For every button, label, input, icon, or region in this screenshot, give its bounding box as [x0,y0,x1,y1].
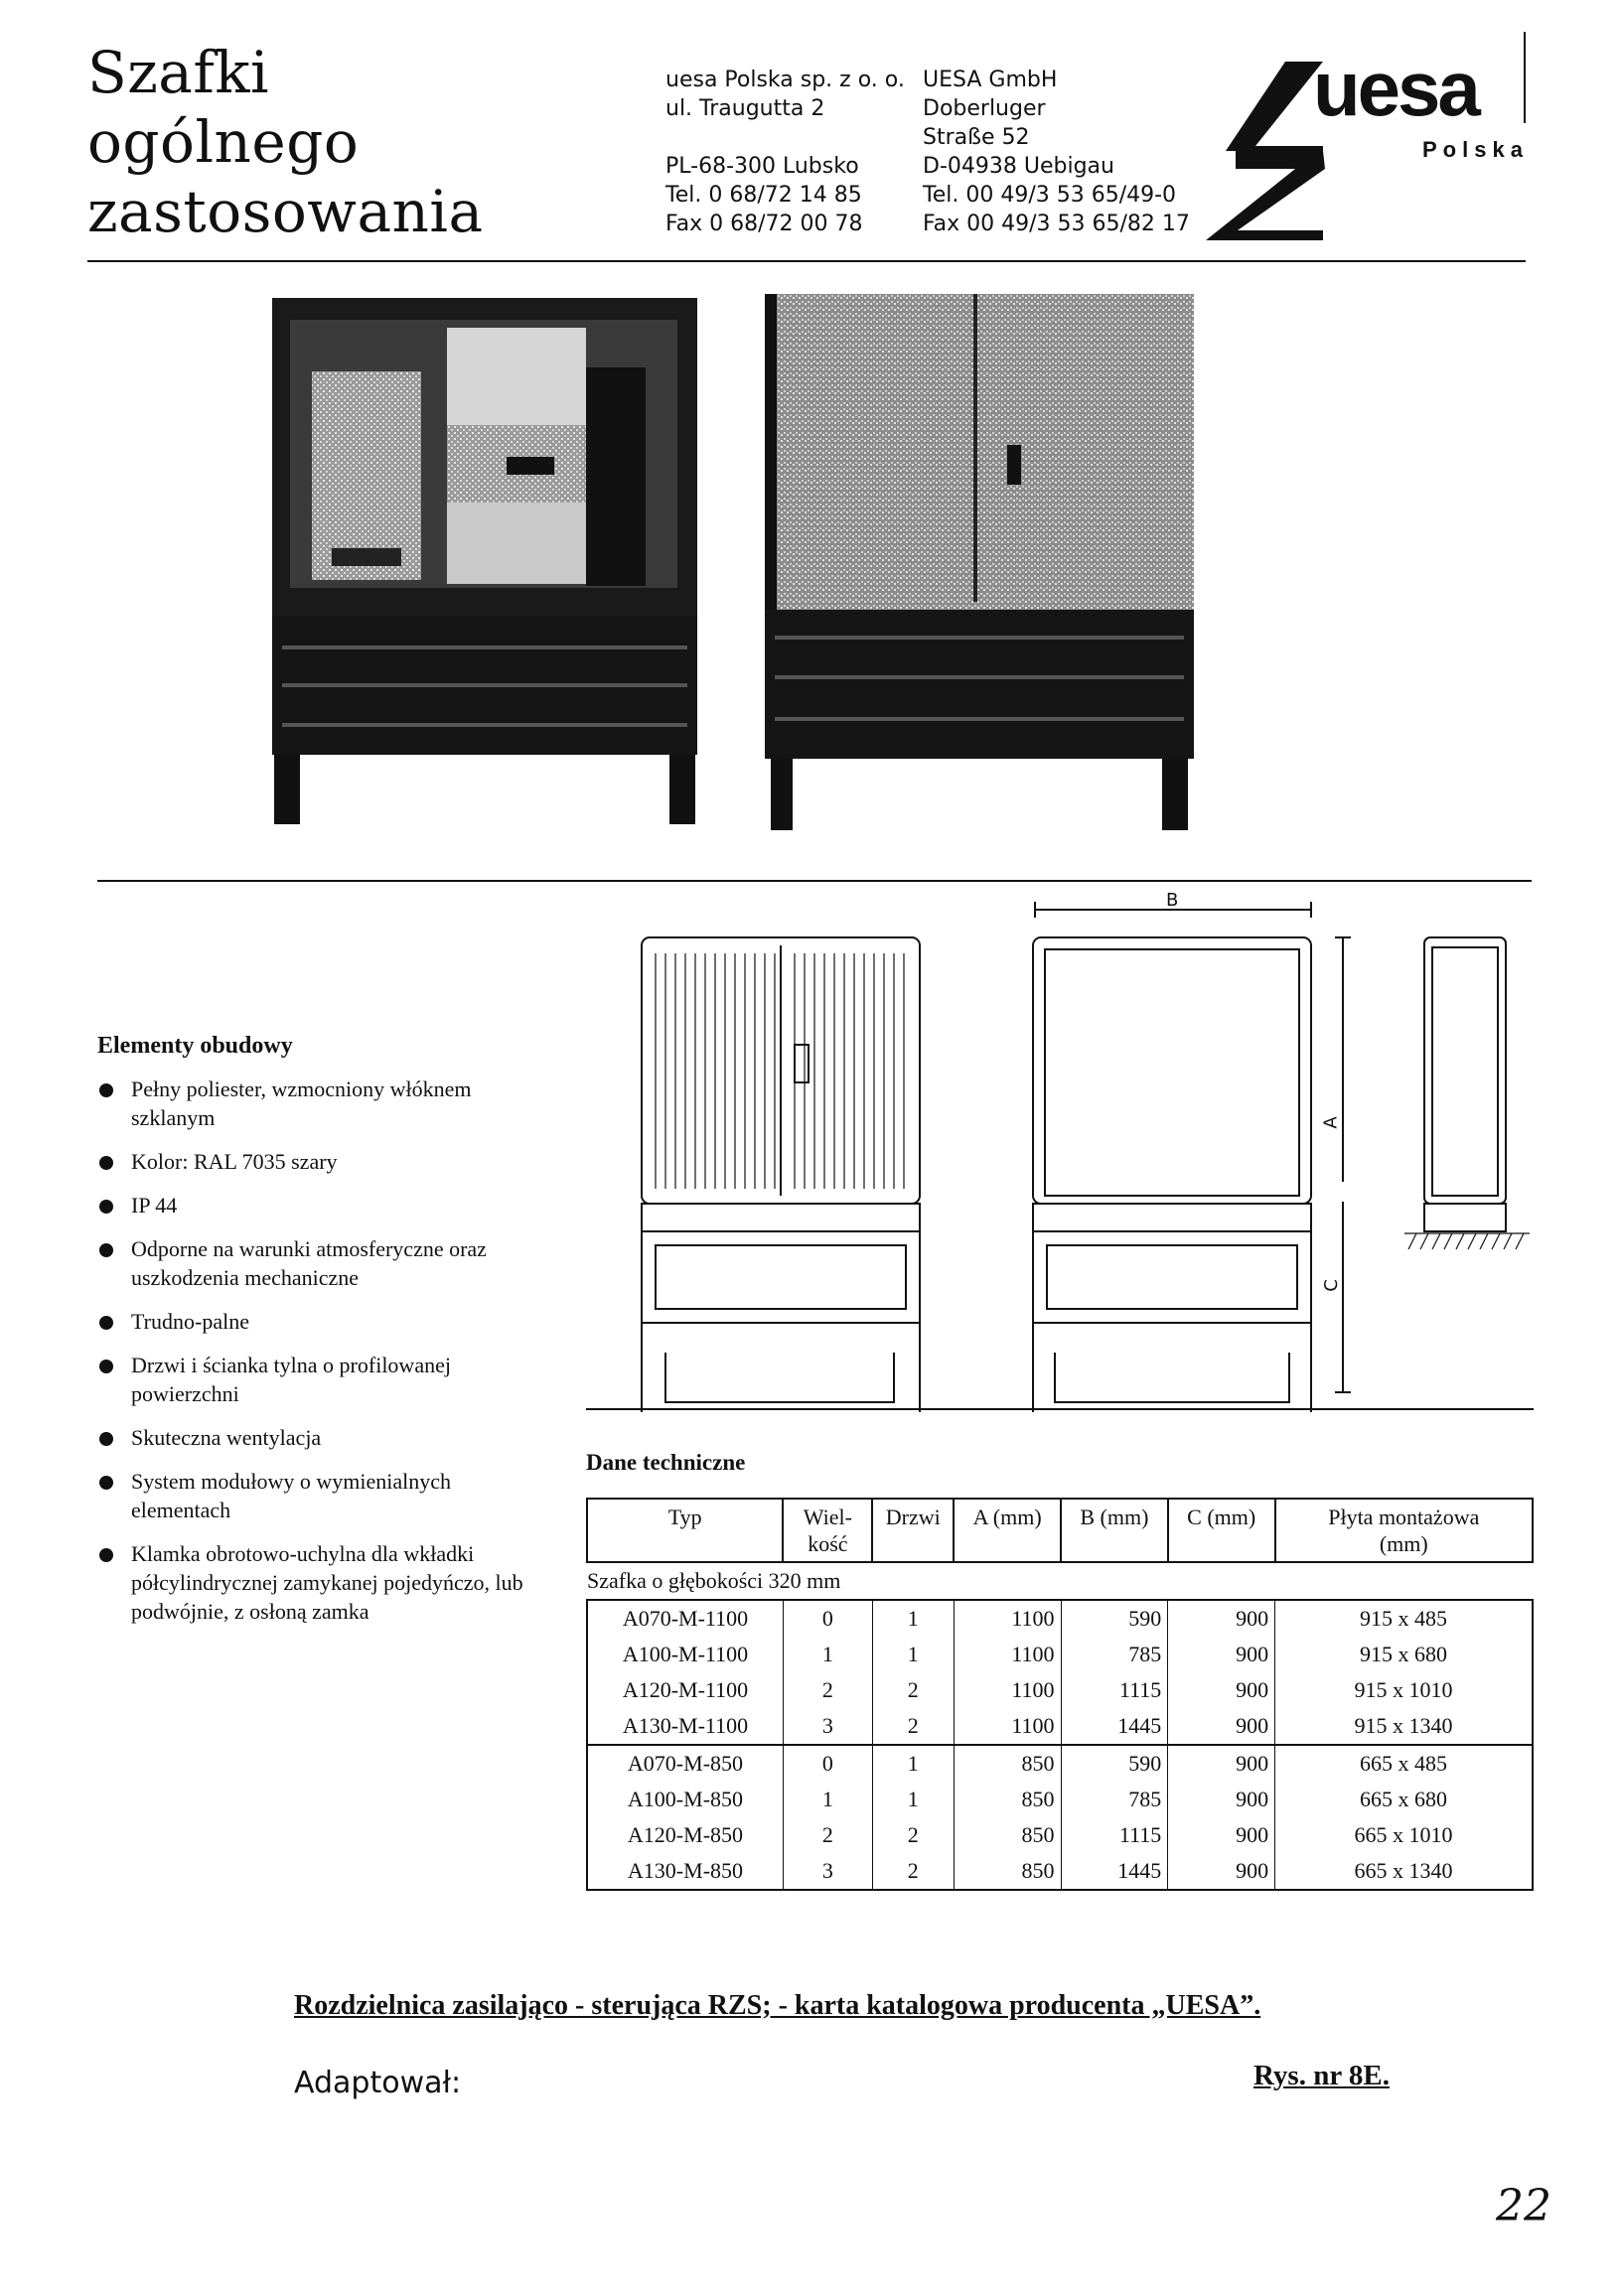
feature-item: Pełny poliester, wzmocniony włóknem szklanym [97,1075,534,1132]
table-header-cell: Płyta montażowa (mm) [1275,1499,1533,1562]
table-cell: A070-M-850 [587,1745,783,1782]
title-line: Szafki [87,39,270,106]
table-cell: 2 [872,1672,954,1708]
table-cell: 2 [872,1708,954,1745]
table-cell: 1100 [954,1672,1061,1708]
table-cell: 1100 [954,1600,1061,1637]
table-cell: 2 [872,1853,954,1890]
figure-number: Rys. nr 8E. [1253,2060,1391,2091]
features-list [97,1075,534,1641]
feature-item: Klamka obrotowo-uchylna dla wkładki półcylindrycznej zamykanej pojedyńczo, lub podwójnie, z osłoną zamka [97,1539,534,1626]
table-cell: 2 [783,1817,872,1853]
table-block-1100 [587,1600,1533,1745]
table-cell: 900 [1168,1782,1275,1817]
table-cell: 915 x 1010 [1275,1672,1533,1708]
table-header-cell: Drzwi [872,1499,954,1562]
table-header-row [587,1499,1533,1562]
table-cell: A130-M-850 [587,1853,783,1890]
technical-drawing [626,886,1540,1412]
table-cell: 785 [1061,1637,1168,1672]
address-line: Tel. 00 49/3 53 65/49-0 [923,183,1177,208]
table-cell: A130-M-1100 [587,1708,783,1745]
table-row [587,1853,1533,1890]
tech-data-title: Dane techniczne [586,1450,746,1475]
feature-item: Skuteczna wentylacja [97,1423,534,1452]
table-cell: 2 [872,1817,954,1853]
table-cell: 915 x 680 [1275,1637,1533,1672]
table-cell: 665 x 485 [1275,1745,1533,1782]
table-cell: 3 [783,1708,872,1745]
footer-title: Rozdzielnica zasilająco - sterująca RZS; - karta katalogowa producenta „UESA”. [294,1990,1261,2021]
table-group-row [587,1562,1533,1600]
table-cell: 665 x 1340 [1275,1853,1533,1890]
table-row [587,1745,1533,1782]
table-row [587,1672,1533,1708]
page-number: 22 [1496,2181,1551,2231]
drawing-divider [586,1408,1534,1410]
address-line: Tel. 0 68/72 14 85 [665,183,862,208]
table-cell: A120-M-1100 [587,1672,783,1708]
table-header-cell: Typ [587,1499,783,1562]
table-cell: 850 [954,1782,1061,1817]
logo-text: uesa [1313,45,1478,132]
table-cell: 1 [872,1745,954,1782]
feature-item: Drzwi i ścianka tylna o profilowanej powierzchni [97,1351,534,1408]
table-cell: 0 [783,1745,872,1782]
photos-divider [97,880,1532,882]
feature-item: System modułowy o wymienialnych elementach [97,1467,534,1524]
table-cell: 1 [783,1637,872,1672]
table-block-850 [587,1745,1533,1890]
table-cell: 1115 [1061,1672,1168,1708]
table-cell: 1445 [1061,1853,1168,1890]
table-cell: 915 x 1340 [1275,1708,1533,1745]
address-line: uesa Polska sp. z o. o. [665,68,905,92]
adapted-by-label: Adaptował: [294,2066,462,2100]
table-cell: A070-M-1100 [587,1600,783,1637]
table-cell: 0 [783,1600,872,1637]
title-line: ogólnego [87,108,360,176]
logo-divider [1524,32,1526,123]
table-cell: 900 [1168,1708,1275,1745]
address-line: PL-68-300 Lubsko [665,154,859,179]
table-cell: A120-M-850 [587,1817,783,1853]
table-header-cell: A (mm) [954,1499,1061,1562]
feature-item: Kolor: RAL 7035 szary [97,1147,534,1176]
address-line: Fax 0 68/72 00 78 [665,212,863,236]
address-line: D-04938 Uebigau [923,154,1114,179]
features-title: Elementy obudowy [97,1033,293,1059]
table-cell: 900 [1168,1637,1275,1672]
feature-item: Odporne na warunki atmosferyczne oraz uszkodzenia mechaniczne [97,1234,534,1292]
table-row [587,1817,1533,1853]
table-cell: 1445 [1061,1708,1168,1745]
table-cell: 900 [1168,1745,1275,1782]
table-cell: 900 [1168,1600,1275,1637]
table-cell: 850 [954,1853,1061,1890]
title-line: zastosowania [87,178,484,245]
address-line: Doberluger [923,96,1046,121]
address-gap [665,123,905,152]
address-polska [665,66,905,238]
table-cell: 900 [1168,1817,1275,1853]
table-header-cell: B (mm) [1061,1499,1168,1562]
table-cell: 1100 [954,1637,1061,1672]
feature-item: Trudno-palne [97,1307,534,1336]
table-row [587,1708,1533,1745]
header-divider [87,260,1526,262]
table-cell: 665 x 1010 [1275,1817,1533,1853]
table-cell: 1115 [1061,1817,1168,1853]
table-cell: 590 [1061,1600,1168,1637]
table-cell: 850 [954,1745,1061,1782]
table-cell: 2 [783,1672,872,1708]
address-line: UESA GmbH [923,68,1058,92]
table-cell: 1 [783,1782,872,1817]
uesa-logo [1196,45,1534,250]
table-row [587,1600,1533,1637]
table-cell: A100-M-1100 [587,1637,783,1672]
table-row [587,1637,1533,1672]
address-line: Fax 00 49/3 53 65/82 17 [923,212,1190,236]
table-cell: 1 [872,1600,954,1637]
table-cell: 1100 [954,1708,1061,1745]
address-gmbh [923,66,1190,238]
cabinet-photo-open [272,298,697,824]
dimension-b-label: B [1166,890,1179,911]
dimension-c-label: C [1320,1279,1342,1292]
table-cell: 785 [1061,1782,1168,1817]
table-cell: 915 x 485 [1275,1600,1533,1637]
table-cell: 665 x 680 [1275,1782,1533,1817]
table-cell: 900 [1168,1853,1275,1890]
table-cell: 3 [783,1853,872,1890]
address-line: Straße 52 [923,125,1030,150]
table-cell: 1 [872,1637,954,1672]
cabinet-photo-closed [765,294,1194,830]
table-cell: 850 [954,1817,1061,1853]
table-cell: A100-M-850 [587,1782,783,1817]
dimension-a-label: A [1320,1116,1342,1129]
page-title [87,38,484,246]
table-cell: 1 [872,1782,954,1817]
tech-data-table [586,1498,1534,1891]
group-label: Szafka o głębokości 320 mm [587,1568,841,1593]
feature-item: IP 44 [97,1191,534,1220]
address-line: ul. Traugutta 2 [665,96,825,121]
table-header-cell: C (mm) [1168,1499,1275,1562]
table-cell: 900 [1168,1672,1275,1708]
logo-subtext: Polska [1422,137,1529,162]
table-cell: 590 [1061,1745,1168,1782]
table-row [587,1782,1533,1817]
table-header-cell: Wiel- kość [783,1499,872,1562]
